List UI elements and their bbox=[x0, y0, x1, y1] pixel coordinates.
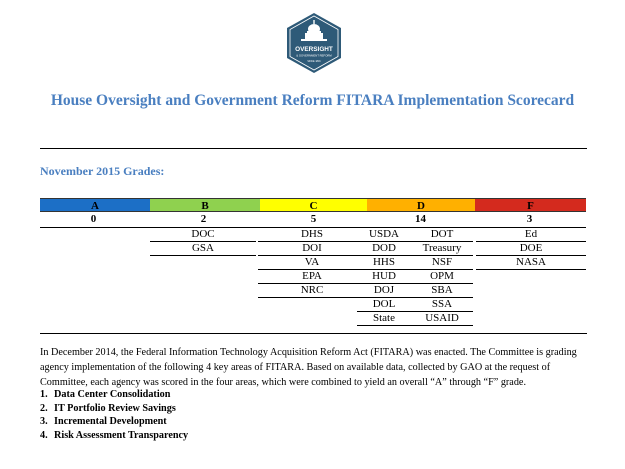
grade-letter-b: B bbox=[201, 200, 209, 212]
list-item bbox=[40, 388, 188, 402]
grade-letter-d: D bbox=[417, 200, 425, 212]
agency-cell: USDA bbox=[357, 228, 411, 242]
list-item bbox=[40, 429, 188, 443]
agency-cell: EPA bbox=[258, 270, 366, 284]
agency-cell: SSA bbox=[411, 298, 473, 312]
agency-cell: DOD bbox=[357, 242, 411, 256]
list-label: Data Center Consolidation bbox=[54, 389, 171, 400]
agency-cell: DOJ bbox=[357, 284, 411, 298]
agency-list-c bbox=[258, 228, 366, 298]
grade-count-b: 2 bbox=[200, 213, 207, 225]
agency-cell: HUD bbox=[357, 270, 411, 284]
list-number: 2. bbox=[40, 402, 48, 414]
agency-cell: DOC bbox=[150, 228, 256, 242]
agency-cell: DOL bbox=[357, 298, 411, 312]
grades-subtitle: November 2015 Grades: bbox=[40, 164, 165, 178]
list-label: Risk Assessment Transparency bbox=[54, 429, 189, 441]
grade-count-a: 0 bbox=[90, 213, 97, 225]
logo-text-1: OVERSIGHT bbox=[295, 46, 333, 53]
agency-cell: DHS bbox=[258, 228, 366, 242]
grade-letter-a: A bbox=[91, 200, 99, 212]
grade-count-f: 3 bbox=[526, 213, 533, 225]
list-number: 4. bbox=[40, 429, 48, 441]
agency-cell: Treasury bbox=[411, 242, 473, 256]
page-title: House Oversight and Government Reform FITARA Implementation Scorecard bbox=[50, 92, 575, 109]
grade-band-c bbox=[260, 198, 367, 212]
list-number: 1. bbox=[40, 389, 48, 400]
agency-cell: Ed bbox=[476, 228, 586, 242]
grade-letter-f: F bbox=[527, 200, 534, 212]
key-areas-list bbox=[40, 388, 188, 442]
agency-list-d-col2 bbox=[411, 228, 473, 326]
divider-bottom bbox=[40, 333, 587, 334]
divider-top bbox=[40, 148, 587, 149]
grade-band-a bbox=[40, 198, 150, 212]
agency-cell: SBA bbox=[411, 284, 473, 298]
description-paragraph: In December 2014, the Federal Information Technology Acquisition Reform Act (FITARA) was enacted. The Committee is grading agency implementation of the following 4 key areas of FITARA. Based on available data, collected by GAO at the request of Committee, each agency was scored in the four areas, which were combined to yield an overall “A” through “F” grade. bbox=[40, 347, 577, 388]
agency-cell: DOE bbox=[476, 242, 586, 256]
list-number: 3. bbox=[40, 416, 48, 427]
agency-cell: State bbox=[357, 312, 411, 326]
list-item bbox=[40, 415, 188, 429]
grade-count-c: 5 bbox=[310, 213, 317, 225]
logo-text-2: & GOVERNMENT REFORM bbox=[296, 53, 332, 58]
list-label: Incremental Development bbox=[54, 416, 167, 427]
agency-cell: VA bbox=[258, 256, 366, 270]
list-label: IT Portfolio Review Savings bbox=[54, 402, 176, 414]
grade-count-d: 14 bbox=[415, 213, 426, 225]
list-item bbox=[40, 402, 188, 416]
agency-list-d-col1 bbox=[357, 228, 411, 326]
agency-cell: NRC bbox=[258, 284, 366, 298]
agency-list-b bbox=[150, 228, 256, 256]
agency-cell: NASA bbox=[476, 256, 586, 270]
agency-cell: OPM bbox=[411, 270, 473, 284]
grade-band-b bbox=[150, 198, 260, 212]
grade-letter-c: C bbox=[309, 200, 318, 212]
logo-text-3: SINCE 1816 bbox=[307, 60, 321, 63]
agency-cell: NSF bbox=[411, 256, 473, 270]
agency-cell: DOI bbox=[258, 242, 366, 256]
committee-logo bbox=[285, 12, 343, 74]
agency-cell: HHS bbox=[357, 256, 411, 270]
agency-cell: USAID bbox=[411, 312, 473, 326]
agency-cell: GSA bbox=[150, 242, 256, 256]
agency-cell: DOT bbox=[411, 228, 473, 242]
grade-band-d bbox=[367, 198, 475, 212]
grade-band-f bbox=[475, 198, 586, 212]
agency-list-f bbox=[476, 228, 586, 270]
